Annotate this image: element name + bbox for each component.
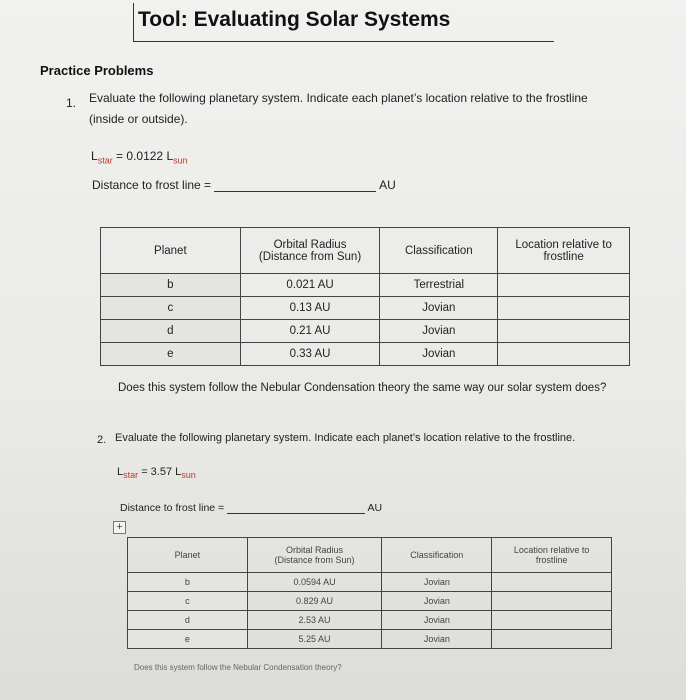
table-row	[101, 320, 630, 343]
q2-table	[127, 537, 612, 649]
q2-number: 2.	[97, 434, 107, 446]
q2-luminosity	[117, 466, 196, 480]
q2-lum-unit: L	[175, 466, 182, 478]
q2-table-header	[128, 538, 612, 573]
location-cell[interactable]	[492, 611, 612, 630]
q1-header-planet: Planet	[101, 228, 241, 274]
table-row	[128, 611, 612, 630]
q1-prompt-line2: (inside or outside).	[89, 112, 188, 126]
q1-luminosity	[91, 149, 188, 165]
classification-cell: Terrestrial	[380, 274, 498, 297]
classification-cell: Jovian	[380, 320, 498, 343]
q2-distance-blank[interactable]	[227, 513, 365, 514]
radius-cell: 0.0594 AU	[247, 573, 382, 592]
q2-header-orbital-radius: Orbital Radius (Distance from Sun)	[247, 538, 382, 573]
q1-distance-unit: AU	[379, 178, 396, 192]
location-cell[interactable]	[492, 573, 612, 592]
radius-cell: 0.021 AU	[240, 274, 380, 297]
q2-lum-value: = 3.57	[141, 466, 173, 478]
classification-cell: Jovian	[382, 573, 492, 592]
table-row	[101, 274, 630, 297]
q1-distance-blank[interactable]	[214, 191, 376, 192]
classification-cell: Jovian	[382, 592, 492, 611]
q2-lum-sub: star	[123, 470, 139, 481]
q1-distance-label: Distance to frost line =	[92, 178, 212, 192]
radius-cell: 2.53 AU	[247, 611, 382, 630]
table-row	[128, 573, 612, 592]
planet-cell: b	[128, 573, 248, 592]
table-row	[101, 297, 630, 320]
q1-header-classification: Classification	[380, 228, 498, 274]
table-row	[128, 630, 612, 649]
classification-cell: Jovian	[380, 297, 498, 320]
q2-distance-unit: AU	[367, 502, 383, 514]
location-cell[interactable]	[498, 297, 630, 320]
q2-header-location: Location relative to frostline	[492, 538, 612, 573]
q1-prompt-line1: Evaluate the following planetary system. Indicate each planet’s location relative to the frostline	[89, 91, 588, 105]
section-title: Practice Problems	[40, 63, 154, 78]
location-cell[interactable]	[492, 630, 612, 649]
classification-cell: Jovian	[382, 611, 492, 630]
radius-cell: 0.13 AU	[240, 297, 380, 320]
radius-cell: 0.829 AU	[247, 592, 382, 611]
q1-number: 1.	[66, 96, 77, 110]
q1-lum-unit: L	[166, 149, 174, 163]
planet-cell: c	[101, 297, 241, 320]
q2-header-classification: Classification	[382, 538, 492, 573]
q1-lum-symbol: L	[91, 149, 98, 163]
q2-lum-symbol: L	[117, 466, 124, 478]
location-cell[interactable]	[498, 343, 630, 366]
q1-lum-sub: star	[97, 155, 113, 166]
planet-cell: d	[128, 611, 248, 630]
location-cell[interactable]	[498, 274, 630, 297]
planet-cell: c	[128, 592, 248, 611]
table-row	[128, 592, 612, 611]
q1-header-location: Location relative to frostline	[498, 228, 630, 274]
q1-lum-unit-sub: sun	[173, 155, 188, 166]
q1-table	[100, 227, 630, 366]
q1-distance-row	[92, 178, 396, 192]
q2-follow-up: Does this system follow the Nebular Condensation theory?	[134, 663, 342, 672]
q2-distance-row	[120, 502, 382, 514]
q2-prompt: Evaluate the following planetary system. Indicate each planet’s location relative to the frostline.	[115, 432, 576, 444]
plus-icon[interactable]: +	[113, 521, 126, 534]
page-title: Tool: Evaluating Solar Systems	[138, 8, 451, 31]
radius-cell: 5.25 AU	[247, 630, 382, 649]
q2-distance-label: Distance to frost line =	[120, 502, 225, 514]
q1-table-header	[101, 228, 630, 274]
q1-prompt	[89, 88, 588, 130]
q1-header-orbital-radius: Orbital Radius (Distance from Sun)	[240, 228, 380, 274]
classification-cell: Jovian	[382, 630, 492, 649]
planet-cell: d	[101, 320, 241, 343]
planet-cell: e	[101, 343, 241, 366]
q1-follow-up: Does this system follow the Nebular Condensation theory the same way our solar system does?	[118, 382, 607, 394]
radius-cell: 0.33 AU	[240, 343, 380, 366]
q2-header-planet: Planet	[128, 538, 248, 573]
location-cell[interactable]	[492, 592, 612, 611]
planet-cell: e	[128, 630, 248, 649]
classification-cell: Jovian	[380, 343, 498, 366]
q2-lum-unit-sub: sun	[181, 470, 196, 481]
planet-cell: b	[101, 274, 241, 297]
table-row	[101, 343, 630, 366]
location-cell[interactable]	[498, 320, 630, 343]
radius-cell: 0.21 AU	[240, 320, 380, 343]
q1-lum-value: = 0.0122	[116, 149, 164, 163]
